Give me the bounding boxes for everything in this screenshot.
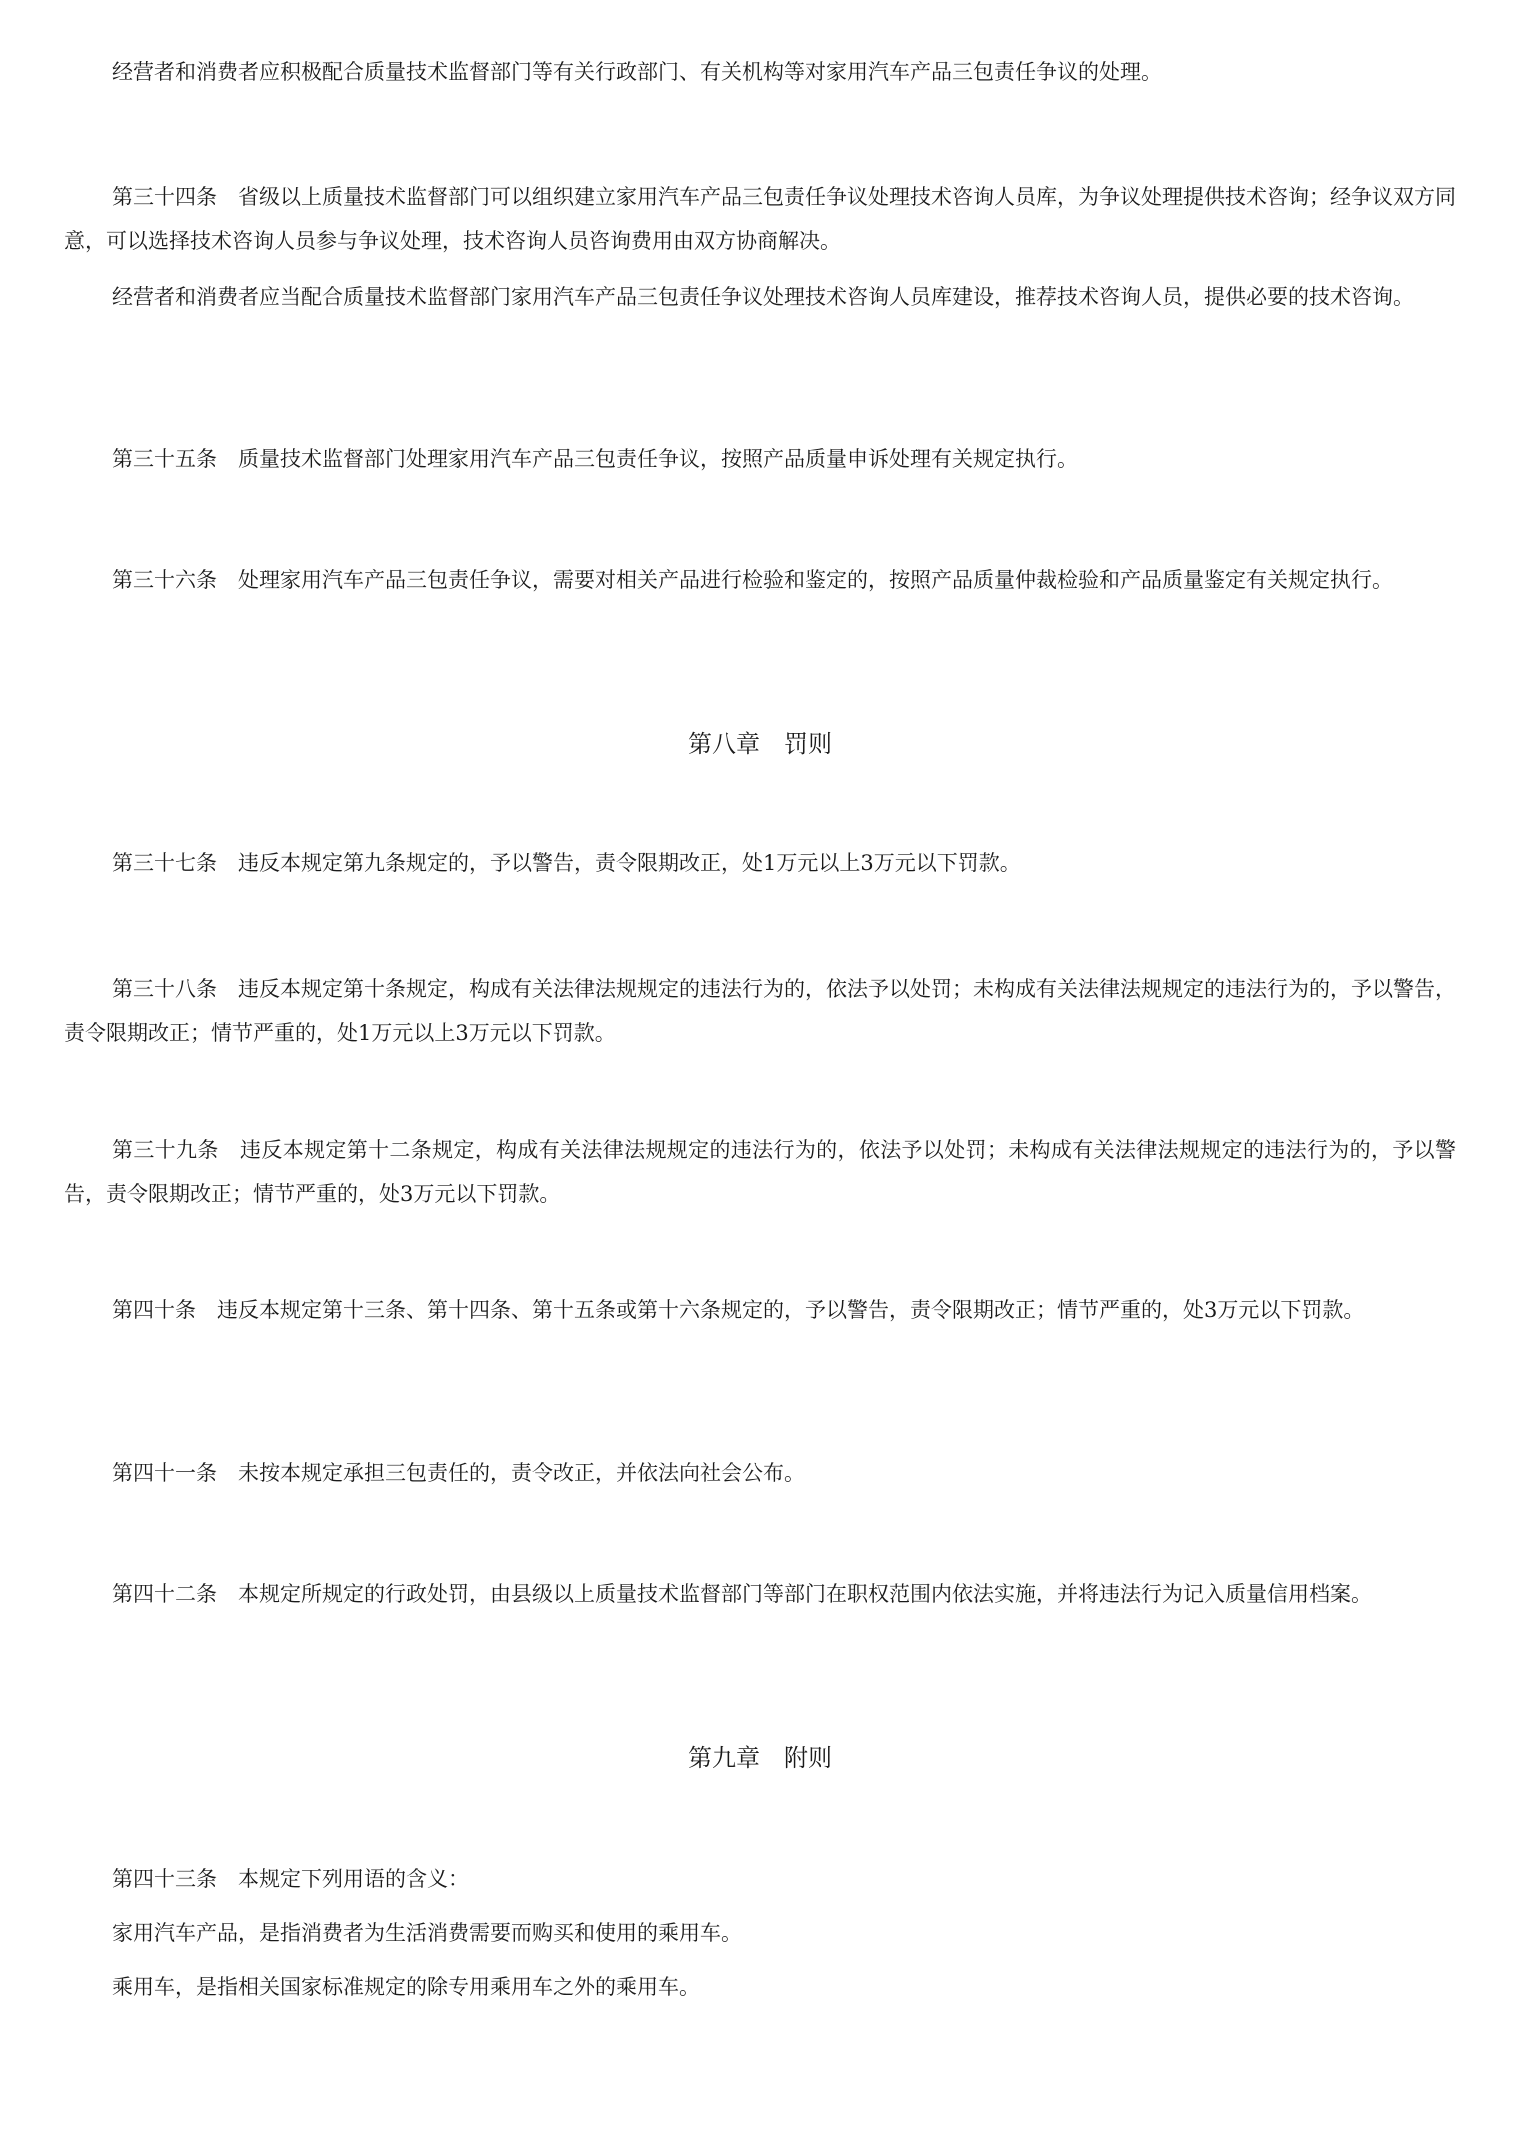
definition-household-car: 家用汽车产品，是指消费者为生活消费需要而购买和使用的乘用车。 [112,1921,742,1945]
chapter-8-heading: 第八章 罚则 [688,730,832,758]
article-34: 第三十四条 省级以上质量技术监督部门可以组织建立家用汽车产品三包责任争议处理技术咨询人员库，为争议处理提供技术咨询；经争议双方同意，可以选择技术咨询人员参与争议处理，技术咨询人员咨询费用由双方协商解决。 [64,185,1456,253]
article-41: 第四十一条 未按本规定承担三包责任的，责令改正，并依法向社会公布。 [112,1461,805,1485]
paragraph: 经营者和消费者应当配合质量技术监督部门家用汽车产品三包责任争议处理技术咨询人员库建设，推荐技术咨询人员，提供必要的技术咨询。 [112,285,1414,309]
chapter-9-heading: 第九章 附则 [688,1744,832,1772]
article-38: 第三十八条 违反本规定第十条规定，构成有关法律法规规定的违法行为的，依法予以处罚；未构成有关法律法规规定的违法行为的，予以警告，责令限期改正；情节严重的，处1万元以上3万元以下罚款。 [64,977,1456,1045]
definition-passenger-car: 乘用车，是指相关国家标准规定的除专用乘用车之外的乘用车。 [112,1975,700,1999]
article-42: 第四十二条 本规定所规定的行政处罚，由县级以上质量技术监督部门等部门在职权范围内依法实施，并将违法行为记入质量信用档案。 [112,1582,1372,1606]
article-36: 第三十六条 处理家用汽车产品三包责任争议，需要对相关产品进行检验和鉴定的，按照产品质量仲裁检验和产品质量鉴定有关规定执行。 [112,568,1393,592]
article-39: 第三十九条 违反本规定第十二条规定，构成有关法律法规规定的违法行为的，依法予以处罚；未构成有关法律法规规定的违法行为的，予以警告，责令限期改正；情节严重的，处3万元以下罚款。 [64,1138,1456,1206]
article-35: 第三十五条 质量技术监督部门处理家用汽车产品三包责任争议，按照产品质量申诉处理有关规定执行。 [112,447,1078,471]
article-37: 第三十七条 违反本规定第九条规定的，予以警告，责令限期改正，处1万元以上3万元以下罚款。 [112,851,1021,875]
article-40: 第四十条 违反本规定第十三条、第十四条、第十五条或第十六条规定的，予以警告，责令限期改正；情节严重的，处3万元以下罚款。 [112,1298,1365,1322]
article-43: 第四十三条 本规定下列用语的含义： [112,1867,469,1891]
paragraph: 经营者和消费者应积极配合质量技术监督部门等有关行政部门、有关机构等对家用汽车产品三包责任争议的处理。 [112,60,1162,84]
